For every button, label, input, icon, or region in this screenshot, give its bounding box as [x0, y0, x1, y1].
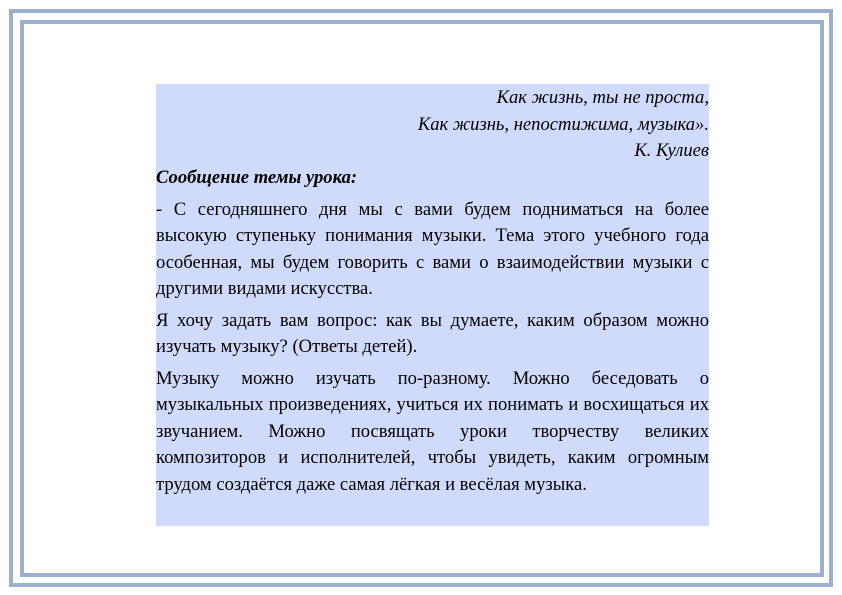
epigraph-author: К. Кулиев: [634, 140, 709, 161]
lesson-text-block: [156, 84, 709, 526]
epigraph-line-2: Как жизнь, непостижима, музыка».: [417, 113, 709, 135]
epigraph-line-1: Как жизнь, ты не проста,: [496, 87, 709, 108]
paragraph-answer: Музыку можно изучать по-разному. Можно беседовать о музыкальных произведениях, учиться их понимать и восхищаться их звучанием. Можно посвящать уроки творчеству великих композиторов и исполнителей, чтобы увидеть, каким огромным трудом создаётся даже самая лёгкая и весёлая музыка.: [156, 367, 709, 495]
lesson-topic-heading: Сообщение темы урока:: [156, 166, 358, 188]
epigraph: [156, 84, 709, 165]
paragraph-intro: - С сегодняшнего дня мы с вами будем подниматься на более высокую ступеньку понимания музыки. Тема этого учебного года особенная, мы будем говорить с вами о взаимодействии музыки с другими видами искусства.: [156, 198, 709, 299]
paragraph-question: Я хочу задать вам вопрос: как вы думаете, каким образом можно изучать музыку? (Ответы детей).: [156, 309, 709, 357]
